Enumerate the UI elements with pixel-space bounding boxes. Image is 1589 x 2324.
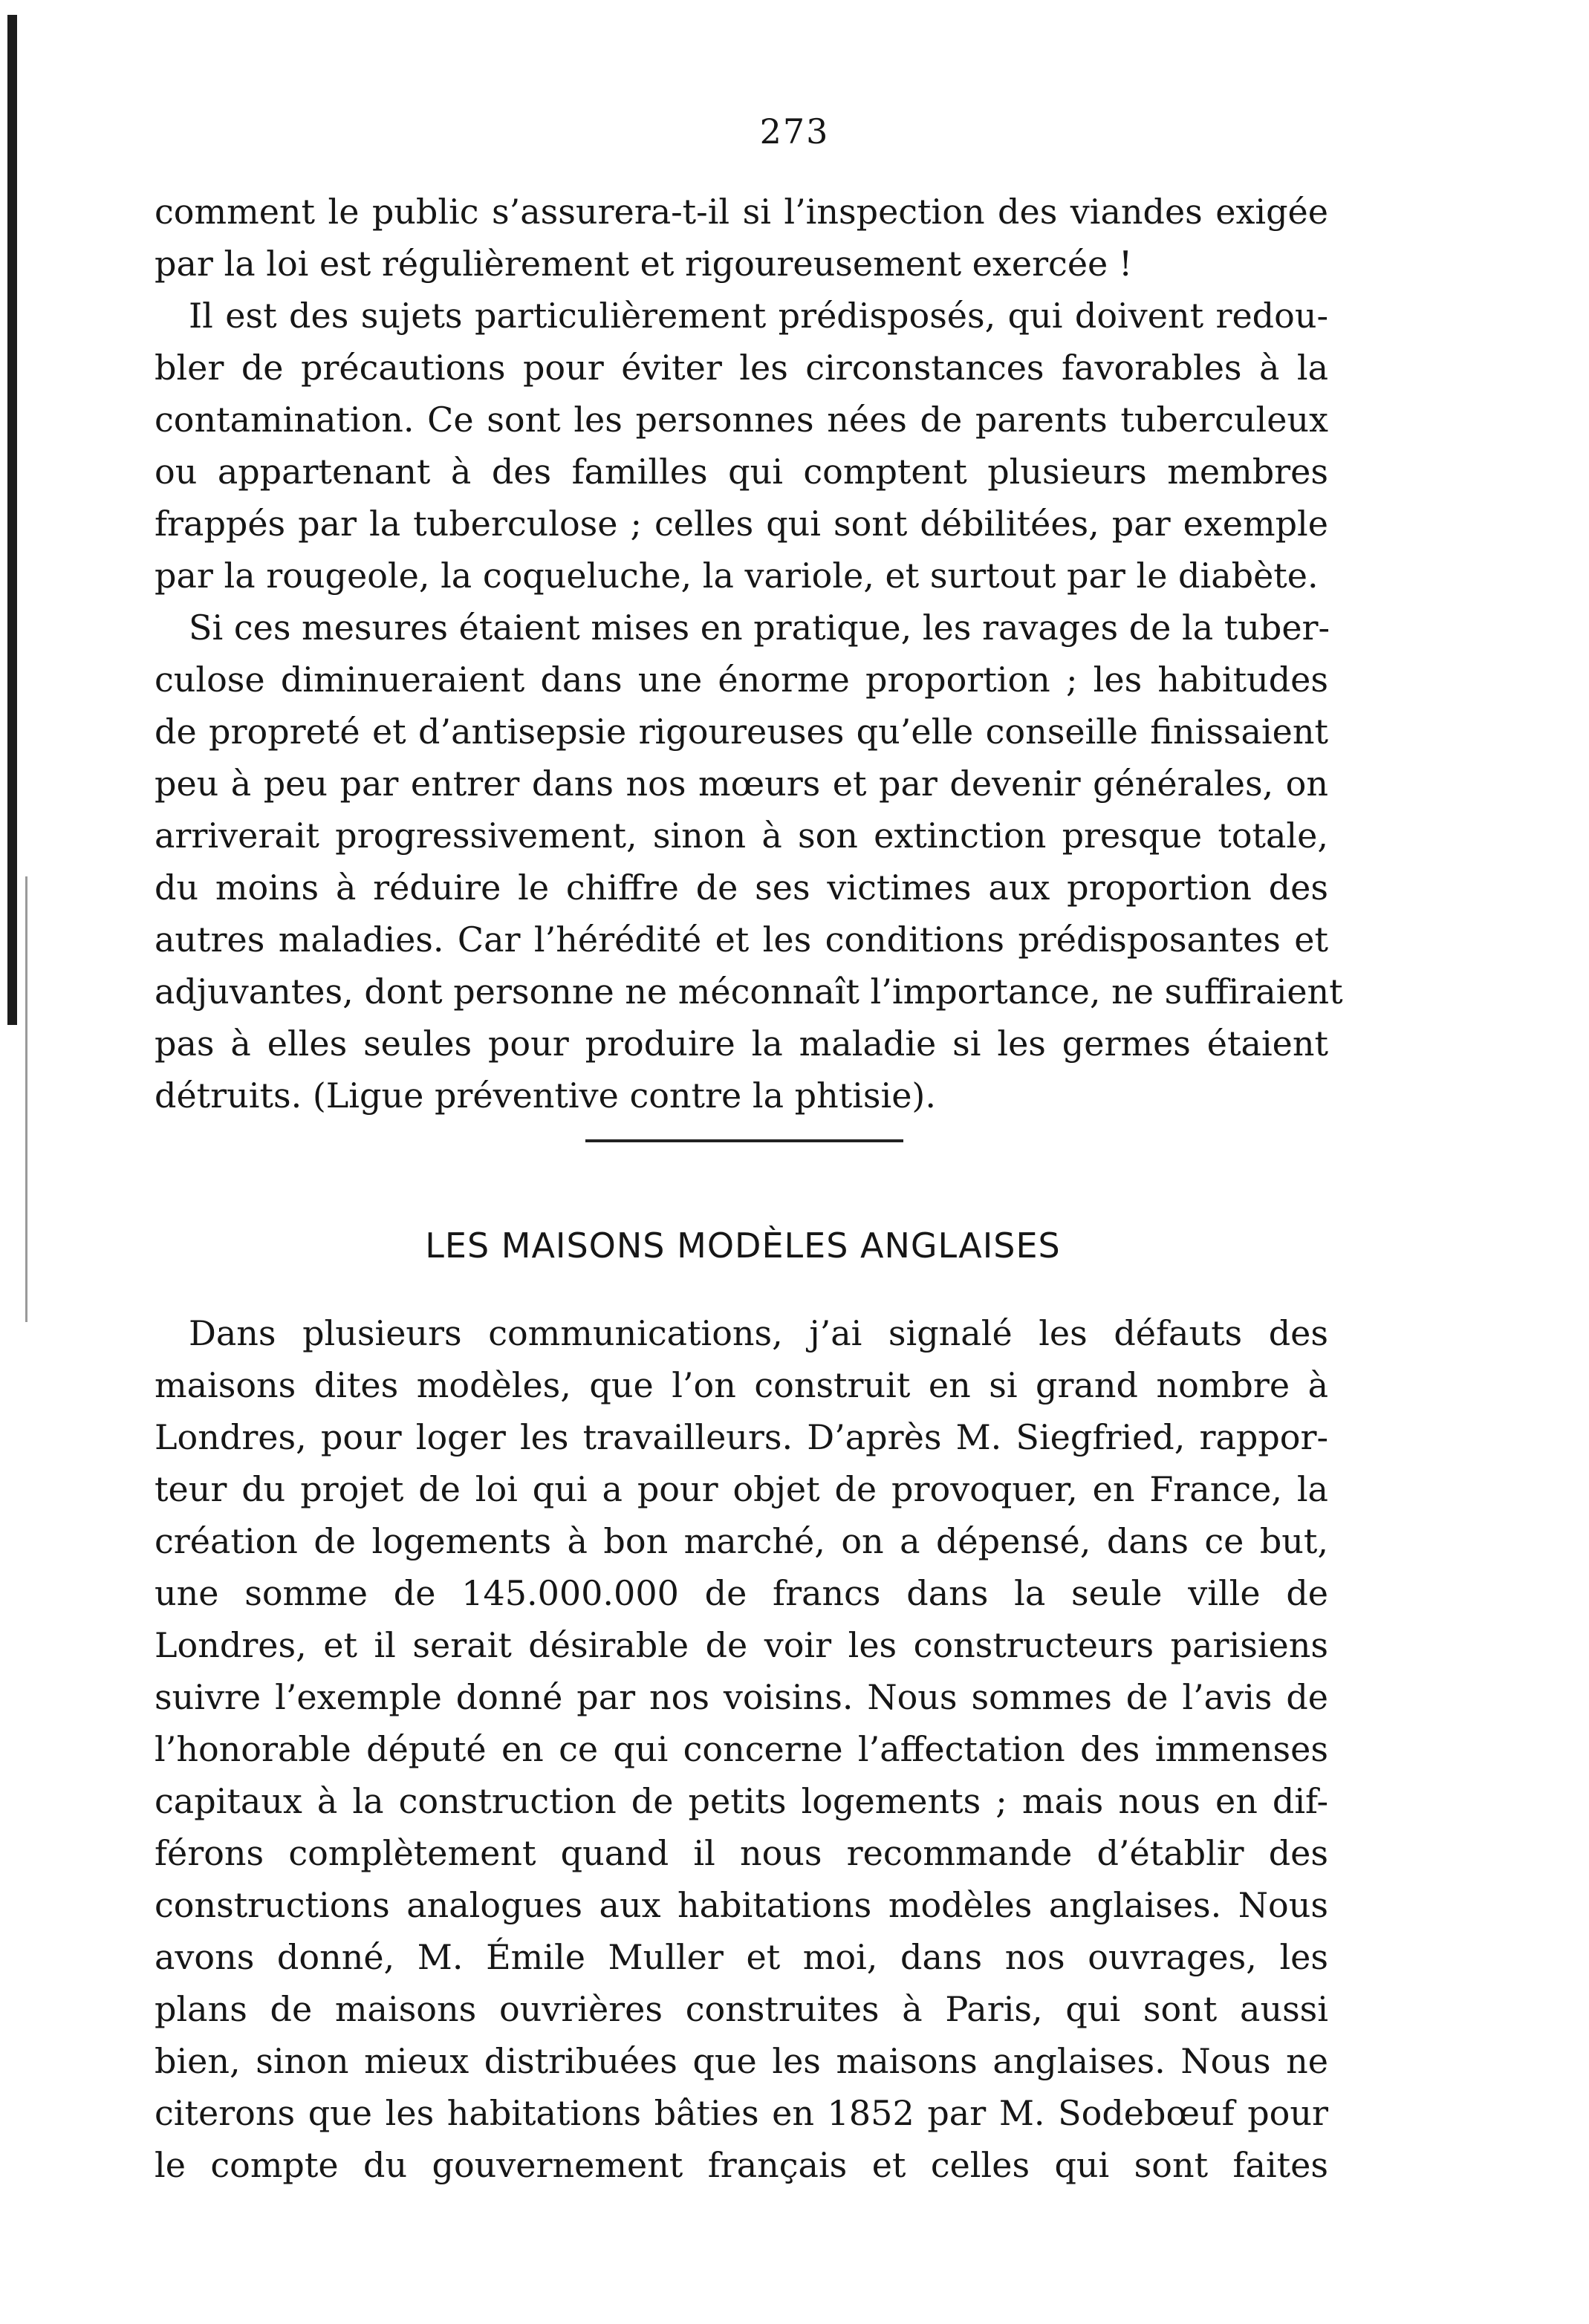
text-line: une somme de 145.000.000 de francs dans la seule ville de <box>155 1573 1328 1613</box>
text-line: autres maladies. Car l’hérédité et les conditions prédisposantes et <box>155 919 1328 960</box>
scan-edge-shadow <box>7 15 17 1025</box>
paragraphs-after-heading <box>155 1307 1328 2191</box>
text-line: capitaux à la construction de petits logements ; mais nous en dif- <box>155 1781 1328 1821</box>
text-line: par la loi est régulièrement et rigoureusement exercée ! <box>155 244 1133 284</box>
text-line: arriverait progressivement, sinon à son extinction presque totale, <box>155 816 1328 856</box>
text-line: Londres, pour loger les travailleurs. D’après M. Siegfried, rappor- <box>155 1417 1328 1457</box>
section-heading: LES MAISONS MODÈLES ANGLAISES <box>425 1226 1061 1266</box>
text-line: adjuvantes, dont personne ne méconnaît l’importance, ne suffiraient <box>155 971 1343 1012</box>
text-line: Si ces mesures étaient mises en pratique, les ravages de la tuber- <box>155 608 1330 648</box>
text-line: citerons que les habitations bâties en 1852 par M. Sodebœuf pour <box>155 2093 1328 2133</box>
text-line: Il est des sujets particulièrement prédisposés, qui doivent redou- <box>155 296 1328 336</box>
text-line: détruits. (Ligue préventive contre la phtisie). <box>155 1075 937 1116</box>
text-line: maisons dites modèles, que l’on construit en si grand nombre à <box>155 1365 1328 1405</box>
text-line: suivre l’exemple donné par nos voisins. Nous sommes de l’avis de <box>155 1677 1328 1717</box>
page-number: 273 <box>759 111 830 152</box>
text-line: avons donné, M. Émile Muller et moi, dans nos ouvrages, les <box>155 1937 1328 1977</box>
text-line: culose diminueraient dans une énorme proportion ; les habitudes <box>155 660 1328 700</box>
text-line: Londres, et il serait désirable de voir les constructeurs parisiens <box>155 1625 1328 1665</box>
text-line: teur du projet de loi qui a pour objet de provoquer, en France, la <box>155 1469 1328 1509</box>
section-divider <box>585 1139 903 1142</box>
text-line: constructions analogues aux habitations modèles anglaises. Nous <box>155 1885 1328 1925</box>
text-line: l’honorable député en ce qui concerne l’affectation des immenses <box>155 1729 1328 1769</box>
text-line: de propreté et d’antisepsie rigoureuses qu’elle conseille finissaient <box>155 712 1328 752</box>
paragraphs-before-heading <box>155 186 1343 1122</box>
text-line: pas à elles seules pour produire la maladie si les germes étaient <box>155 1023 1328 1064</box>
text-line: le compte du gouvernement français et celles qui sont faites <box>155 2145 1328 2185</box>
text-line: création de logements à bon marché, on a dépensé, dans ce but, <box>155 1521 1328 1561</box>
text-line: du moins à réduire le chiffre de ses victimes aux proportion des <box>155 868 1328 908</box>
text-line: frappés par la tuberculose ; celles qui sont débilitées, par exemple <box>155 504 1328 544</box>
text-line: ou appartenant à des familles qui comptent plusieurs membres <box>155 452 1328 492</box>
text-line: contamination. Ce sont les personnes nées de parents tuberculeux <box>155 400 1328 440</box>
text-line: par la rougeole, la coqueluche, la variole, et surtout par le diabète. <box>155 556 1319 596</box>
text-line: plans de maisons ouvrières construites à Paris, qui sont aussi <box>155 1989 1328 2029</box>
text-line: férons complètement quand il nous recommande d’établir des <box>155 1833 1328 1873</box>
text-line: peu à peu par entrer dans nos mœurs et par devenir générales, on <box>155 764 1328 804</box>
text-line: bler de précautions pour éviter les circonstances favorables à la <box>155 348 1328 388</box>
text-line: comment le public s’assurera-t-il si l’inspection des viandes exigée <box>155 192 1328 232</box>
text-line: bien, sinon mieux distribuées que les maisons anglaises. Nous ne <box>155 2041 1328 2081</box>
text-line: Dans plusieurs communications, j’ai signalé les défauts des <box>155 1313 1328 1353</box>
